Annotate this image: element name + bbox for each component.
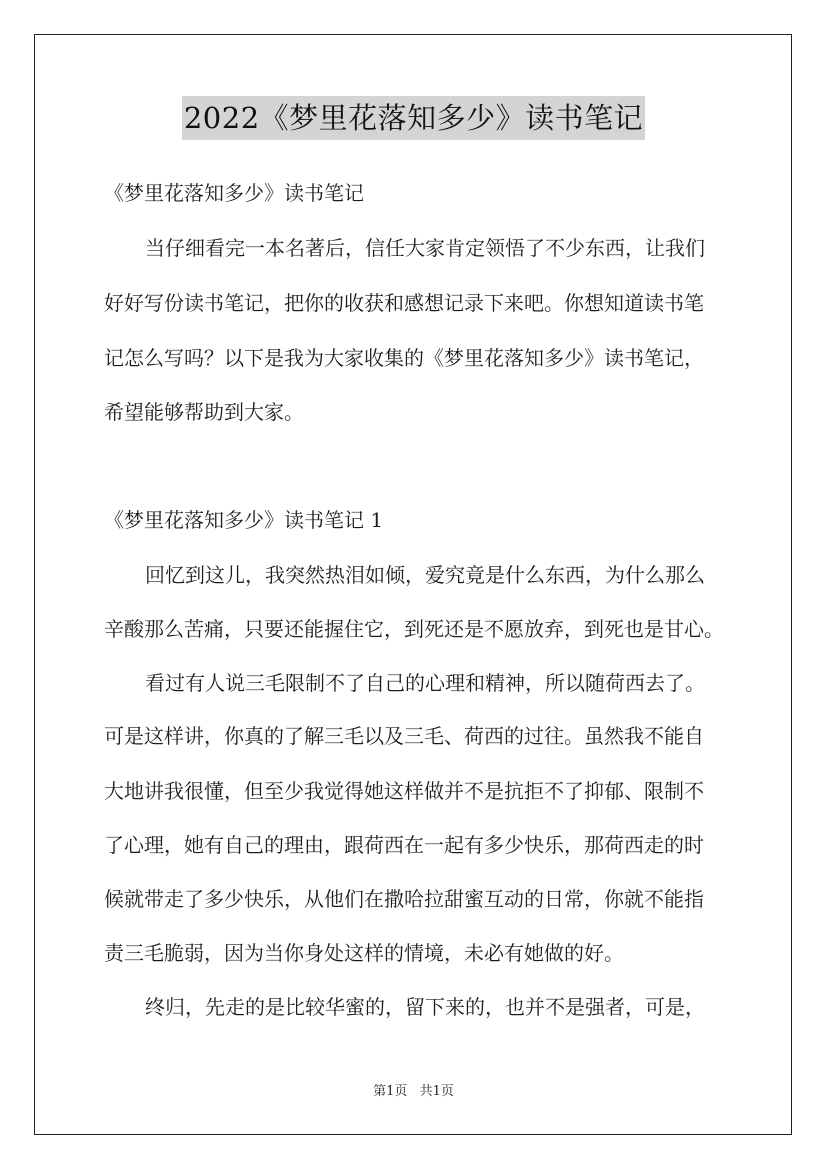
title-container [0, 96, 827, 140]
document-subtitle: 《梦里花落知多少》读书笔记 [104, 181, 364, 205]
body-line: 大地讲我很懂，但至少我觉得她这样做并不是抗拒不了抑郁、限制不 [104, 779, 704, 803]
intro-line: 当仔细看完一本名著后，信任大家肯定领悟了不少东西，让我们 [145, 236, 705, 260]
intro-line: 记怎么写吗？以下是我为大家收集的《梦里花落知多少》读书笔记， [104, 346, 704, 370]
body-line: 了心理，她有自己的理由，跟荷西在一起有多少快乐，那荷西走的时 [104, 833, 704, 857]
page-footer [0, 1083, 827, 1101]
body-line: 终归，先走的是比较华蜜的，留下来的，也并不是强者，可是， [145, 995, 705, 1019]
intro-line: 希望能够帮助到大家。 [104, 400, 304, 424]
page-total: 共1页 [419, 1084, 454, 1099]
body-line: 看过有人说三毛限制不了自己的心理和精神，所以随荷西去了。 [145, 671, 705, 695]
body-line: 责三毛脆弱，因为当你身处这样的情境，未必有她做的好。 [104, 941, 624, 965]
page-number: 第1页 [373, 1084, 408, 1099]
body-line: 辛酸那么苦痛，只要还能握住它，到死还是不愿放弃，到死也是甘心。 [104, 617, 724, 641]
body-line: 可是这样讲，你真的了解三毛以及三毛、荷西的过往。虽然我不能自 [104, 724, 704, 748]
body-line: 回忆到这儿，我突然热泪如倾，爱究竟是什么东西，为什么那么 [145, 563, 705, 587]
intro-line: 好好写份读书笔记，把你的收获和感想记录下来吧。你想知道读书笔 [104, 291, 704, 315]
body-line: 候就带走了多少快乐，从他们在撒哈拉甜蜜互动的日常，你就不能指 [104, 887, 704, 911]
section-heading: 《梦里花落知多少》读书笔记 1 [104, 508, 384, 532]
document-title: 2022《梦里花落知多少》读书笔记 [182, 96, 645, 140]
